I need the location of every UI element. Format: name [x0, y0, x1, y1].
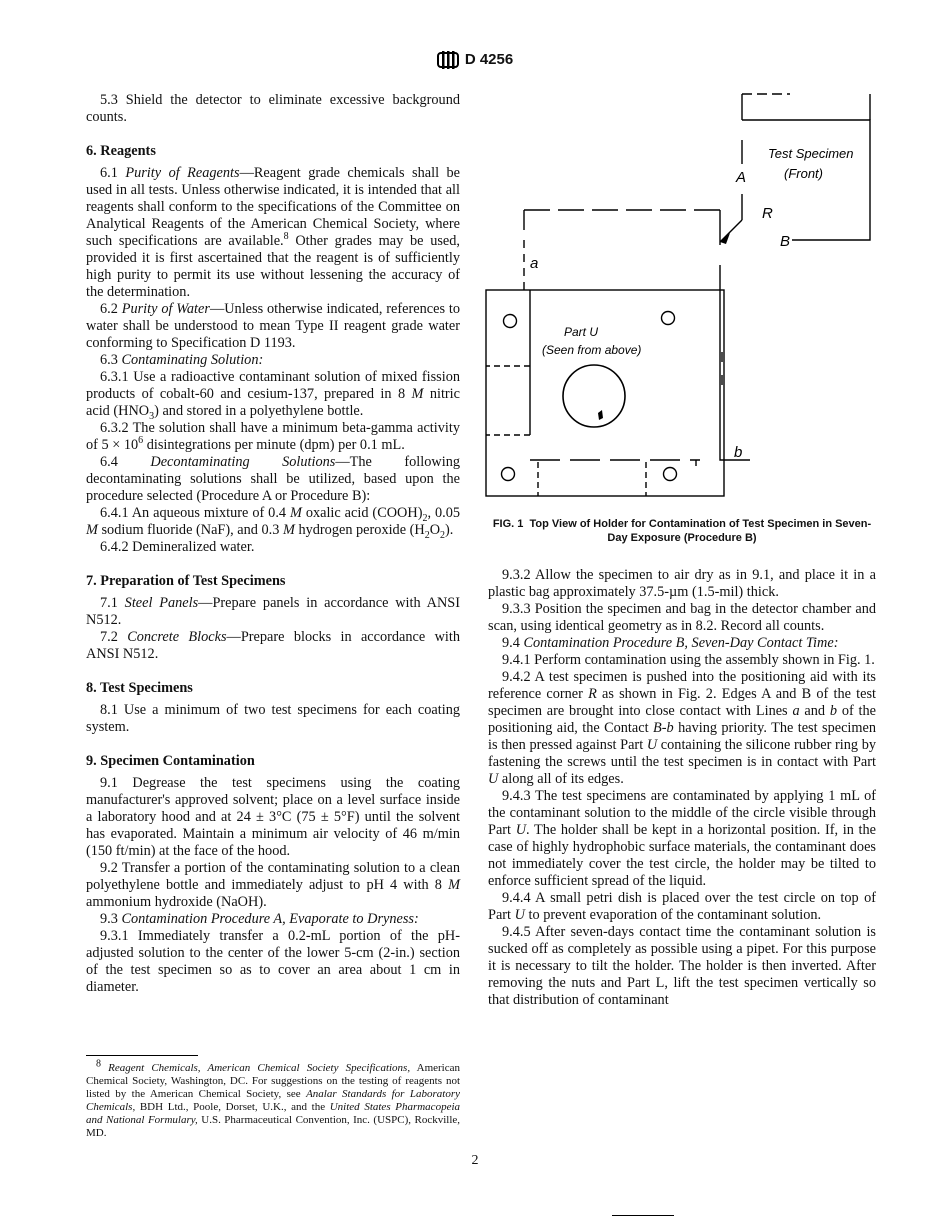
footnote: $^8$ Reagent Chemicals, American Chemical Society Specifications, American Chemical Society, Washington, DC. For suggestions on the testing of reagents not listed by the American Chemical Society, see Analar Standards for Laboratory Chemicals, BDH Ltd., Poole, Dorset, U.K., and the United States Pharmacopeia and National Formulary, U.S. Pharmaceutical Convention, Inc. (USPC), Rockville, MD.: [86, 1058, 461, 1139]
para-9-4-4: 9.4.4 A small petri dish is placed over the test circle on top of Part U to prevent evaporation of the contaminant solution.: [488, 890, 876, 923]
footnote-rule: [86, 1055, 198, 1056]
left-column: [86, 92, 460, 996]
bottom-rule: [612, 1215, 674, 1216]
para-9-3-1: 9.3.1 Immediately transfer a 0.2-mL portion of the pH-adjusted solution to the center of the lower 5-cm (2-in.) section of the test specimen so as to cover an area about 1 cm in diameter.: [86, 928, 460, 995]
figure-1-caption: FIG. 1 Top View of Holder for Contamination of Test Specimen in Seven-Day Exposure (Procedure B): [492, 518, 872, 544]
para-9-4-3: 9.4.3 The test specimens are contaminated by applying 1 mL of the contaminant solution to the middle of the circle visible through Part U. The holder shall be kept in a horizontal position. If, in the case of highly hydrophobic surface materials, the contaminant does not immediately cover the test circle, the holder may be tilted to enforce sufficient spread of the liquid.: [488, 788, 876, 889]
document-code: D 4256: [464, 50, 514, 68]
para-6-1: 6.1 Purity of Reagents—Reagent grade chemicals shall be used in all tests. Unless otherwise indicated, it is intended that all reagents shall conform to the specifications of the Committee on Analytical Reagents of the American Chemical Society, where such specifications are available.$^8$ Other grades may be used, provided it is first ascertained that the reagent is of sufficiently high purity to permit its use without lessening the accuracy of the determination.: [86, 165, 461, 300]
para-6-2: 6.2 Purity of Water—Unless otherwise indicated, references to water shall be understood to mean Type II reagent grade water conforming to Specification D 1193.: [86, 301, 460, 351]
label-part-u: Part U: [564, 325, 599, 339]
para-9-4-2: 9.4.2 A test specimen is pushed into the positioning aid with its reference corner R as shown in Fig. 2. Edges A and B of the test specimen are brought into close contact with Lines a and b of the positioning aid, the Contact B-b having priority. The test specimen is then pressed against Part U containing the silicone rubber ring by fastening the screws until the test specimen is in contact with Part U along all of its edges.: [488, 669, 877, 787]
para-8-1: 8.1 Use a minimum of two test specimens for each coating system.: [86, 702, 460, 735]
label-edge-A: A: [736, 169, 747, 186]
figure-1-holder-diagram: [480, 90, 880, 510]
para-5-3: 5.3 Shield the detector to eliminate excessive background counts.: [86, 92, 460, 125]
para-9-2: 9.2 Transfer a portion of the contaminating solution to a clean polyethylene bottle and immediately adjust to pH 4 with 8 M ammonium hydroxide (NaOH).: [86, 860, 460, 910]
para-6-4-1: 6.4.1 An aqueous mixture of 0.4 M oxalic acid $(COOH)_2$, 0.05 M sodium fluoride (NaF), and 0.3 M hydrogen peroxide $(H_2O_2)$.: [86, 505, 460, 541]
heading-contamination: 9. Specimen Contamination: [86, 753, 255, 769]
para-6-3-2: 6.3.2 The solution shall have a minimum beta-gamma activity of $5 \times 10^6$ disintegrations per minute (dpm) per 0.1 mL.: [86, 420, 460, 453]
para-9-4: 9.4 Contamination Procedure B, Seven-Day Contact Time:: [502, 635, 839, 651]
para-9-1: 9.1 Degrease the test specimens using the coating manufacturer's approved solvent; place on a level surface inside a laboratory hood and at 24 ± 3°C (75 ± 5°F) until the solvent has evaporated. Maintain a minimum air velocity of 46 m/min (150 ft/min) at the face of the hood.: [86, 775, 460, 859]
heading-test-specimens: 8. Test Specimens: [86, 680, 193, 696]
para-9-3-3: 9.3.3 Position the specimen and bag in the detector chamber and scan, using identical geometry as in 8.2. Record all counts.: [488, 601, 876, 634]
label-seen-from-above: (Seen from above): [542, 343, 642, 357]
page-header: [0, 50, 950, 70]
label-edge-B: B: [780, 233, 791, 250]
para-7-2: 7.2 Concrete Blocks—Prepare blocks in accordance with ANSI N512.: [86, 629, 460, 662]
para-6-3: 6.3 Contaminating Solution:: [100, 352, 264, 368]
label-line-b: b: [734, 444, 743, 461]
label-corner-R: R: [762, 205, 773, 222]
para-6-4: 6.4 Decontaminating Solutions—The following decontaminating solutions shall be utilized, based upon the procedure selected (Procedure A or Procedure B):: [86, 454, 460, 504]
para-9-4-5: 9.4.5 After seven-days contact time the contaminant solution is sucked off as completely as possible using a pipet. For this purpose it is necessary to tilt the holder. The holder is then inverted. After removing the nuts and Part L, lift the test specimen vertically so that distribution of contaminant: [488, 924, 876, 1008]
page-number: 2: [471, 1153, 479, 1168]
label-test-specimen: Test Specimen: [768, 146, 854, 161]
para-6-4-2: 6.4.2 Demineralized water.: [100, 539, 255, 555]
para-9-3-2: 9.3.2 Allow the specimen to air dry as in 9.1, and place it in a plastic bag approximately 37.5-µm (1.5-mil) thick.: [488, 567, 876, 600]
para-9-4-1: 9.4.1 Perform contamination using the assembly shown in Fig. 1.: [502, 652, 875, 668]
heading-preparation: 7. Preparation of Test Specimens: [86, 573, 286, 589]
heading-reagents: 6. Reagents: [86, 143, 156, 159]
right-column: [488, 567, 876, 1009]
para-6-3-1: 6.3.1 Use a radioactive contaminant solution of mixed fission products of cobalt-60 and cesium-137, prepared in 8 M nitric acid $(HNO_3)$ and stored in a polyethylene bottle.: [86, 369, 460, 422]
para-7-1: 7.1 Steel Panels—Prepare panels in accordance with ANSI N512.: [86, 595, 460, 628]
astm-logo-icon: [437, 50, 459, 70]
para-9-3: 9.3 Contamination Procedure A, Evaporate to Dryness:: [100, 911, 419, 927]
label-front: (Front): [784, 166, 823, 181]
label-line-a: a: [530, 255, 539, 272]
